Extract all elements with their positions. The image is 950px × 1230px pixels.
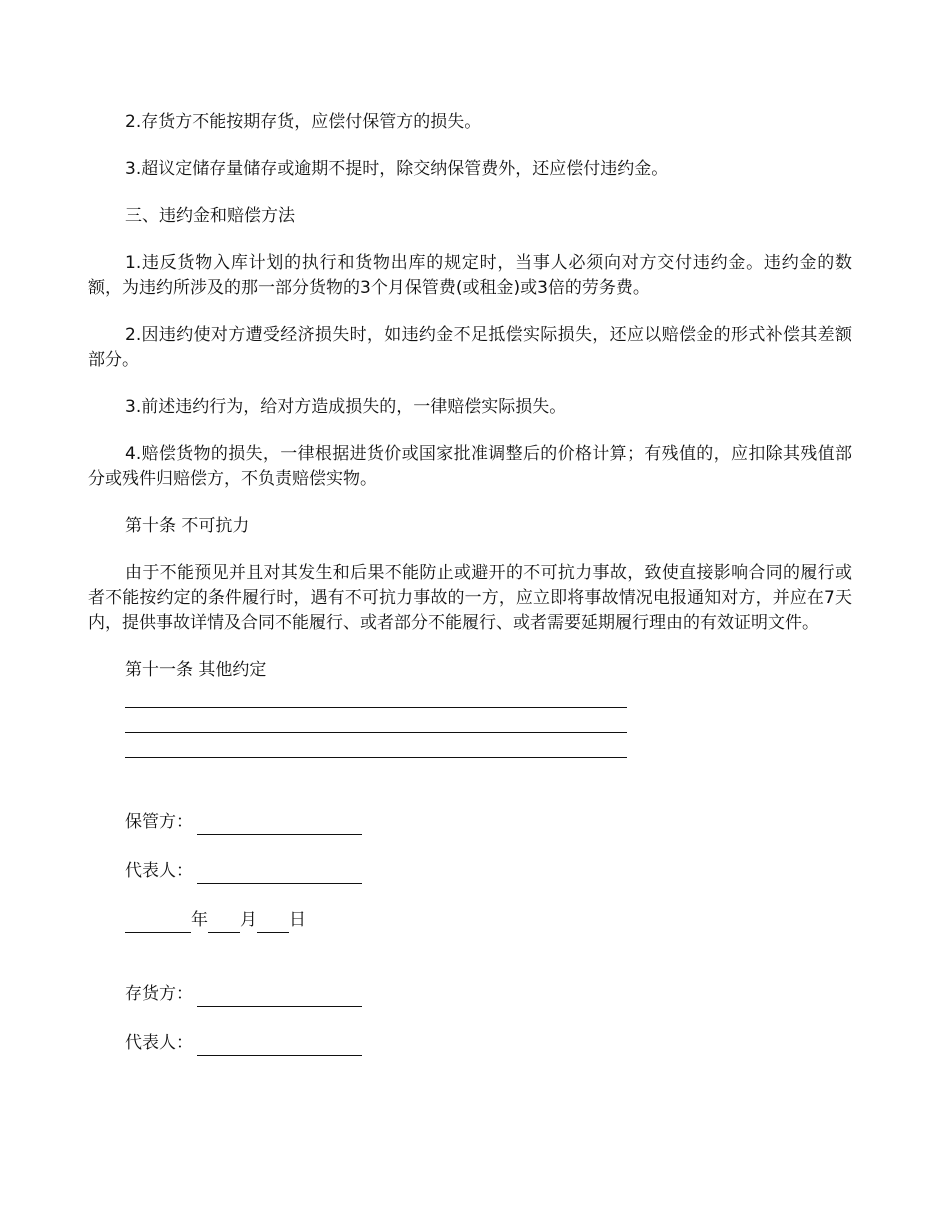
- blank-line: [125, 708, 627, 733]
- paragraph: 3.超议定储存量储存或逾期不提时，除交纳保管费外，还应偿付违约金。: [125, 159, 669, 179]
- day-blank: [257, 914, 289, 933]
- clause-paragraph: 4.赔偿货物的损失，一律根据进货价或国家批准调整后的价格计算；有残值的，应扣除其残值部分或残件归赔偿方，不负责赔偿实物。: [88, 444, 852, 489]
- clause-paragraph: 3.前述违约行为，给对方造成损失的，一律赔偿实际损失。: [125, 397, 567, 417]
- custodian-label: 保管方：: [125, 812, 193, 832]
- spacer: [88, 957, 852, 982]
- clause-paragraph: 2.因违约使对方遭受经济损失时，如违约金不足抵偿实际损失，还应以赔偿金的形式补偿其差额部分。: [88, 325, 852, 370]
- depositor-label: 存货方：: [125, 984, 193, 1004]
- article-body: 由于不能预见并且对其发生和后果不能防止或避开的不可抗力事故，致使直接影响合同的履行或者不能按约定的条件履行时，遇有不可抗力事故的一方，应立即将事故情况电报通知对方，并应在7天内，提供事故详情及合同不能履行、或者部分不能履行、或者需要延期履行理由的有效证明文件。: [88, 563, 852, 633]
- depositor-representative-row: [125, 1031, 852, 1056]
- representative-label: 代表人：: [125, 1033, 193, 1053]
- custodian-signature-line: [197, 816, 362, 835]
- month-label: 月: [240, 910, 257, 930]
- date-row: [125, 908, 852, 933]
- document-page: [88, 110, 852, 1080]
- article-heading: 第十一条 其他约定: [125, 660, 267, 680]
- month-blank: [208, 914, 240, 933]
- clause-paragraph: 1.违反货物入库计划的执行和货物出库的规定时，当事人必须向对方交付违约金。违约金的数额，为违约所涉及的那一部分货物的3个月保管费(或租金)或3倍的劳务费。: [88, 253, 852, 298]
- representative-signature-line: [197, 1037, 362, 1056]
- custodian-representative-row: [125, 859, 852, 884]
- day-label: 日: [289, 910, 306, 930]
- blank-line: [125, 683, 627, 708]
- custodian-signature-row: [125, 810, 852, 835]
- year-label: 年: [191, 910, 208, 930]
- article-heading: 第十条 不可抗力: [125, 516, 250, 536]
- signature-block: [88, 810, 852, 1056]
- representative-label: 代表人：: [125, 861, 193, 881]
- representative-signature-line: [197, 865, 362, 884]
- blank-line: [125, 733, 627, 758]
- section-heading: 三、违约金和赔偿方法: [125, 206, 295, 226]
- depositor-signature-row: [125, 982, 852, 1007]
- year-blank: [125, 914, 191, 933]
- other-terms-blank-lines: [125, 683, 627, 758]
- paragraph: 2.存货方不能按期存货，应偿付保管方的损失。: [125, 112, 482, 132]
- depositor-signature-line: [197, 988, 362, 1007]
